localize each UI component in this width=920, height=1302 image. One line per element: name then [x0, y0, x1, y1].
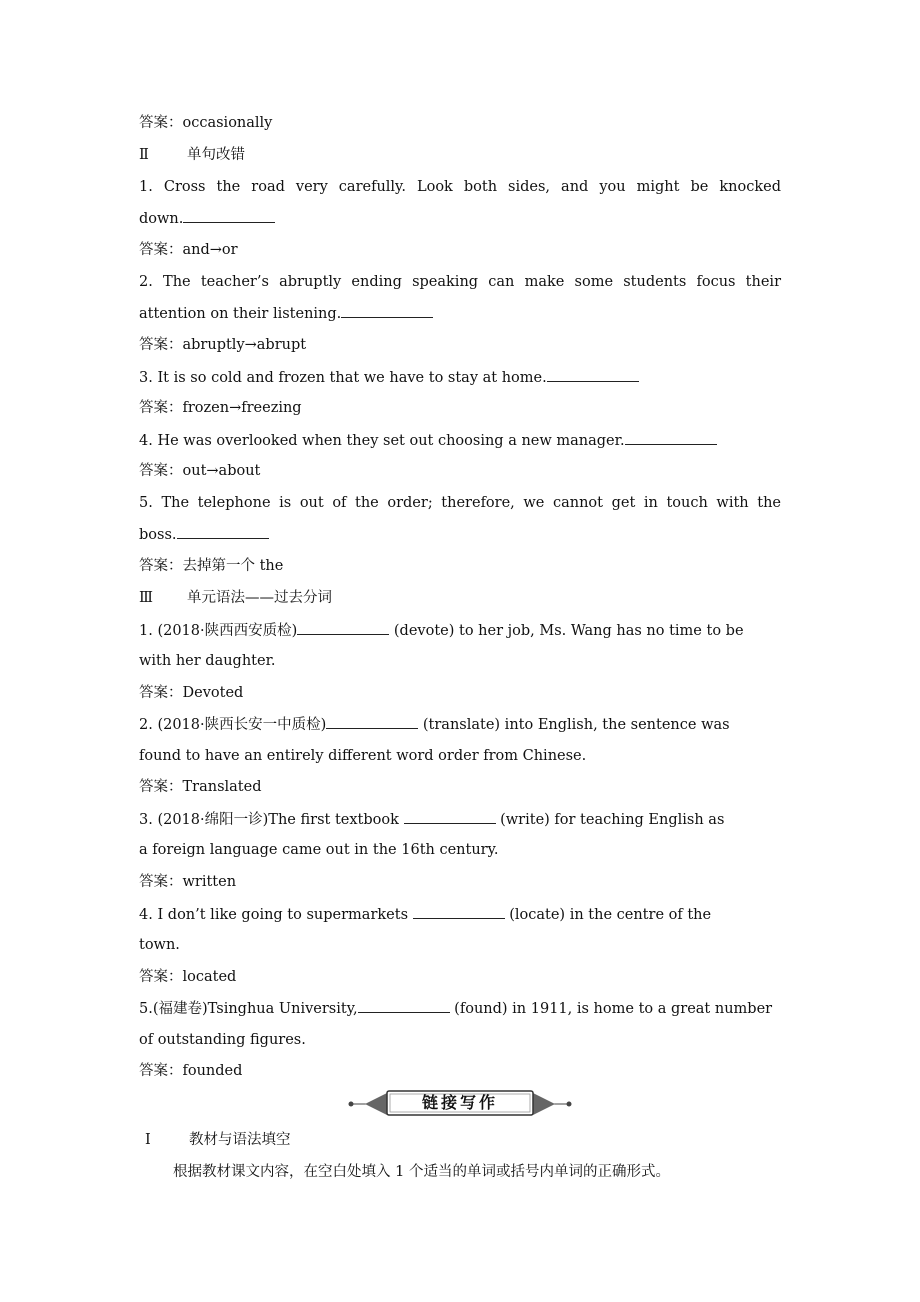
- section-banner: [345, 1089, 575, 1119]
- section-heading: Ⅲ 单元语法——过去分词: [139, 590, 332, 606]
- answer-blank: [177, 524, 269, 539]
- answer-blank: [297, 620, 389, 635]
- question-text: 5. The telephone is out of the order; therefore, we cannot get in touch with the: [139, 495, 781, 511]
- question-text: a foreign language came out in the 16th century.: [139, 842, 499, 858]
- answer-line: 答案：located: [139, 969, 237, 985]
- section-heading: Ⅰ 教材与语法填空: [145, 1132, 291, 1148]
- question-text: town.: [139, 937, 180, 953]
- question-text: of outstanding figures.: [139, 1032, 306, 1048]
- answer-blank: [413, 904, 505, 919]
- answer-line: 答案：去掉第一个 the: [139, 558, 284, 574]
- answer-line: 答案：written: [139, 874, 237, 890]
- answer-line: 答案：Translated: [139, 779, 262, 795]
- answer-line: 答案：occasionally: [139, 115, 273, 131]
- answer-line: 答案：founded: [139, 1063, 243, 1079]
- answer-blank: [183, 208, 275, 223]
- question-text: down.: [139, 208, 275, 229]
- answer-blank: [547, 367, 639, 382]
- question-text: attention on their listening.: [139, 303, 433, 324]
- answer-blank: [341, 303, 433, 318]
- answer-blank: [625, 430, 717, 445]
- banner-title: 链接写作: [421, 1093, 498, 1112]
- answer-blank: [326, 714, 418, 729]
- answer-blank: [358, 998, 450, 1013]
- question-text: 3. It is so cold and frozen that we have to stay at home.: [139, 367, 639, 388]
- answer-line: 答案：abruptly→abrupt: [139, 337, 307, 353]
- question-text: with her daughter.: [139, 653, 276, 669]
- question-text: 1. Cross the road very carefully. Look both sides, and you might be knocked: [139, 179, 781, 195]
- answer-line: 答案：Devoted: [139, 685, 244, 701]
- question-text: 3. (2018·绵阳一诊)The first textbook (write) for teaching English as: [139, 809, 724, 830]
- question-text: 1. (2018·陕西西安质检) (devote) to her job, Ms. Wang has no time to be: [139, 620, 744, 641]
- question-text: 4. He was overlooked when they set out choosing a new manager.: [139, 430, 717, 451]
- answer-line: 答案：and→or: [139, 242, 238, 258]
- section-heading: Ⅱ 单句改错: [139, 147, 245, 163]
- question-text: 5.(福建卷)Tsinghua University, (found) in 1911, is home to a great number: [139, 998, 772, 1019]
- question-text: found to have an entirely different word order from Chinese.: [139, 748, 587, 764]
- question-text: boss.: [139, 524, 269, 545]
- question-text: 2. The teacher’s abruptly ending speaking can make some students focus their: [139, 274, 781, 290]
- answer-line: 答案：frozen→freezing: [139, 400, 302, 416]
- question-text: 2. (2018·陕西长安一中质检) (translate) into English, the sentence was: [139, 714, 730, 735]
- answer-line: 答案：out→about: [139, 463, 261, 479]
- question-text: 4. I don’t like going to supermarkets (locate) in the centre of the: [139, 904, 711, 925]
- answer-blank: [404, 809, 496, 824]
- instruction-text: 根据教材课文内容，在空白处填入 1 个适当的单词或括号内单词的正确形式。: [173, 1164, 670, 1180]
